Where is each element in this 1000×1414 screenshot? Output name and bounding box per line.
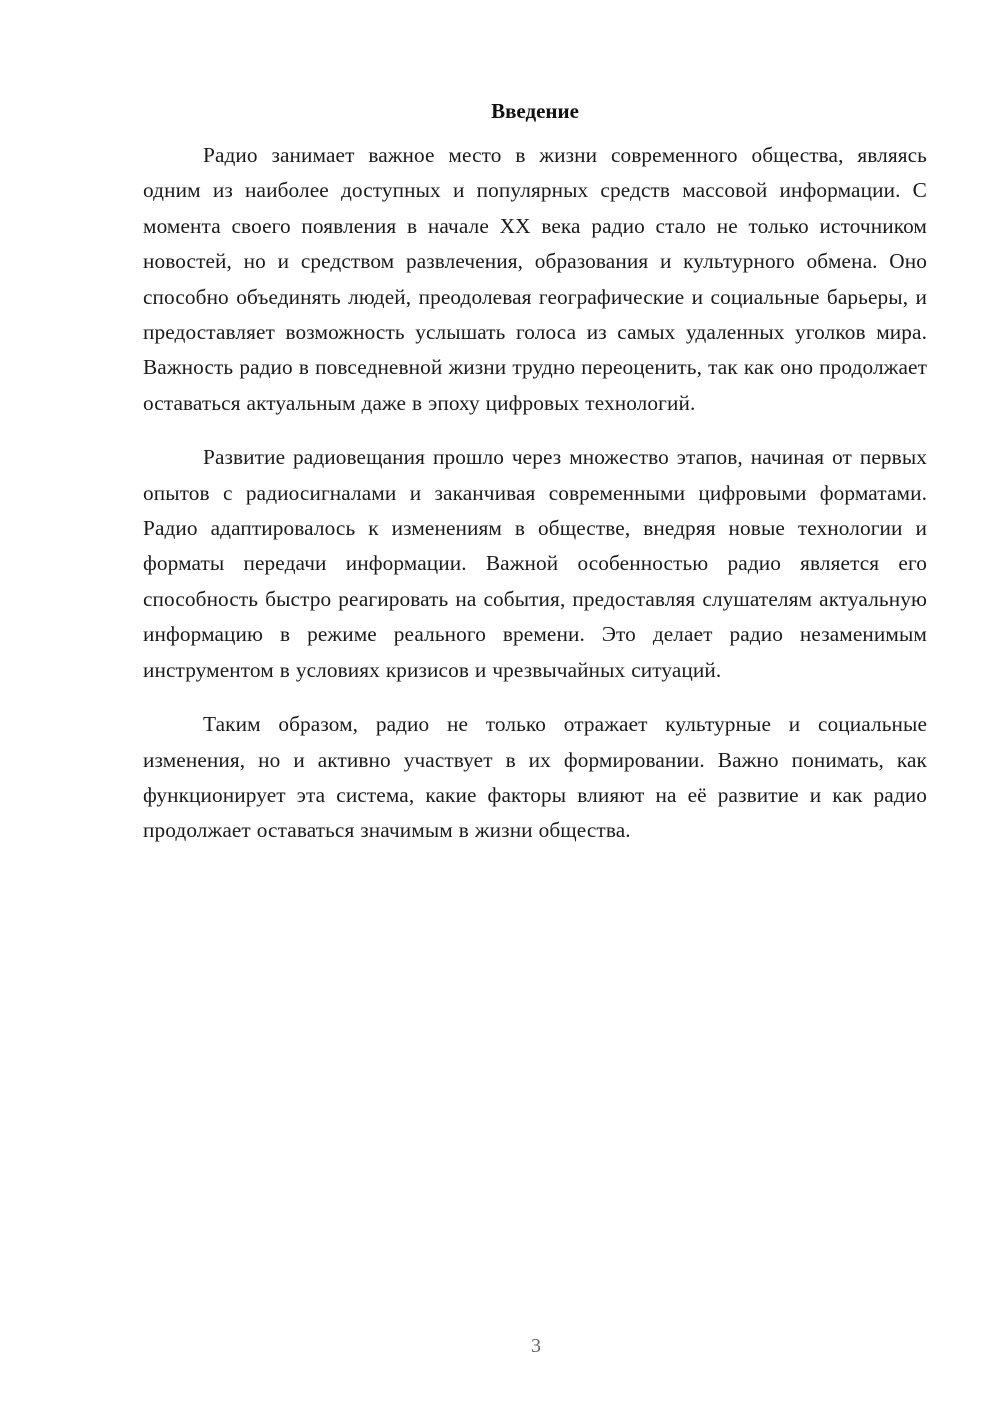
paragraph-2: Развитие радиовещания прошло через множество этапов, начиная от первых опытов с радиосигналами и заканчивая современными цифровыми форматами. Радио адаптировалось к изменениям в обществе, внедряя новые технологии и форматы передачи информации. Важной особенностью радио является его способность быстро реагировать на события, предоставляя слушателям актуальную информацию в режиме реального времени. Это делает радио незаменимым инструментом в условиях кризисов и чрезвычайных ситуаций.	[143, 445, 927, 682]
paragraph-3: Таким образом, радио не только отражает культурные и социальные изменения, но и активно участвует в их формировании. Важно понимать, как функционирует эта система, какие факторы влияют на её развитие и как радио продолжает оставаться значимым в жизни общества.	[143, 712, 927, 843]
section-title: Введение	[491, 99, 579, 123]
page-content	[143, 96, 927, 868]
page-number: 3	[531, 1335, 541, 1357]
paragraph-1: Радио занимает важное место в жизни современного общества, являясь одним из наиболее доступных и популярных средств массовой информации. С момента своего появления в начале XX века радио стало не только источником новостей, но и средством развлечения, образования и культурного обмена. Оно способно объединять людей, преодолевая географические и социальные барьеры, и предоставляет возможность услышать голоса из самых удаленных уголков мира. Важность радио в повседневной жизни трудно переоценить, так как оно продолжает оставаться актуальным даже в эпоху цифровых технологий.	[143, 143, 927, 415]
